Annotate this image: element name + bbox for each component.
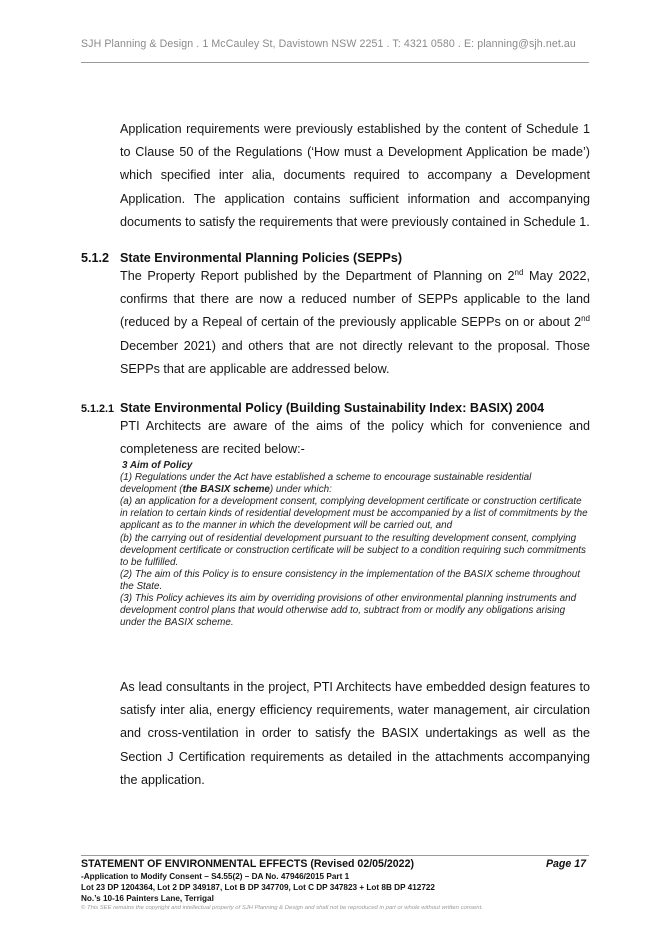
aim-of-policy-quote: [120, 460, 590, 629]
section-title: State Environmental Policy (Building Sustainability Index: BASIX) 2004: [120, 401, 545, 415]
page-header: SJH Planning & Design . 1 McCauley St, Davistown NSW 2251 . T: 4321 0580 . E: planning@sjh.net.au: [81, 38, 576, 50]
intro-paragraph: Application requirements were previously established by the content of Schedule 1 to Clause 50 of the Regulations (‘How must a Development Application be made’) which specified inter alia, documents required to accompany a Development Application. The application contains sufficient information and accompanying documents to satisfy the requirements that were previously contained in Schedule 1.: [120, 122, 590, 229]
section-title: State Environmental Planning Policies (SEPPs): [120, 251, 403, 265]
basix-paragraph: PTI Architects are aware of the aims of the policy which for convenience and completeness are recited below:-: [120, 419, 590, 457]
footer-line-1: -Application to Modify Consent – S4.55(2) – DA No. 47946/2015 Part 1: [81, 872, 350, 881]
quote-clause-1-end: ) under which:: [269, 484, 332, 496]
sepp-text-1: The Property Report published by the Department of Planning on 2: [120, 269, 515, 283]
footer-divider: [81, 855, 589, 856]
quote-clause-1: [120, 472, 590, 496]
quote-clause-1a: (a) an application for a development consent, complying development certificate or construction certificate in relation to certain kinds of residential development must be accompanied by a list of commitments by the applicant as to the manner in which the development will be carried out, and: [120, 496, 588, 532]
quote-clause-1-bold: the BASIX scheme: [182, 484, 270, 496]
sepp-text-2: May 2022, confirms that there are now a reduced number of SEPPs applicable to the land (reduced by a Repeal of certain of the previously applicable SEPPs on or about 2: [120, 269, 590, 330]
section-number: 5.1.2.1: [81, 403, 115, 415]
page-number: Page 17: [545, 858, 586, 870]
sepp-text-3: December 2021) and others that are not directly relevant to the proposal. Those SEPPs that are applicable are addressed below.: [120, 338, 590, 376]
quote-clause-2: (2) The aim of this Policy is to ensure consistency in the implementation of the BASIX scheme throughout the State.: [120, 568, 580, 592]
quote-clause-1b: (b) the carrying out of residential development pursuant to the resulting development consent, complying development certificate or construction certificate will be subject to a condition requiring such commitments to be fulfilled.: [120, 532, 586, 568]
copyright-notice: © This SEE remains the copyright and intellectual property of SJH Planning & Design and shall not be reproduced in part or whole without written consent.: [81, 905, 483, 911]
section-5-1-2-1-heading: [81, 401, 544, 415]
footer-line-2: Lot 23 DP 1204364, Lot 2 DP 349187, Lot B DP 347709, Lot C DP 347823 + Lot 8B DP 412722: [81, 883, 435, 892]
superscript: nd: [514, 267, 524, 277]
quote-clause-3: (3) This Policy achieves its aim by overriding provisions of other environmental planning instruments and development control plans that would otherwise add to, subtract from or modify any obligations arising under the BASIX scheme.: [120, 593, 577, 629]
header-divider: [81, 62, 589, 63]
quote-title: 3 Aim of Policy: [122, 460, 193, 471]
footer-line-3: No.’s 10-16 Painters Lane, Terrigal: [81, 894, 214, 903]
sepp-paragraph: [120, 265, 590, 381]
quote-clause-1-text: (1) Regulations under the Act have established a scheme to encourage sustainable residential development (: [120, 472, 532, 496]
section-number: 5.1.2: [81, 251, 110, 265]
closing-paragraph: As lead consultants in the project, PTI Architects have embedded design features to satisfy inter alia, energy efficiency requirements, water management, air circulation and cross-ventilation in order to satisfy the BASIX undertakings as well as the Section J Certification requirements as detailed in the attachments accompanying the application.: [120, 680, 590, 787]
section-5-1-2-heading: [81, 251, 402, 265]
footer-title: STATEMENT OF ENVIRONMENTAL EFFECTS (Revised 02/05/2022): [81, 858, 414, 870]
superscript: nd: [581, 314, 590, 324]
